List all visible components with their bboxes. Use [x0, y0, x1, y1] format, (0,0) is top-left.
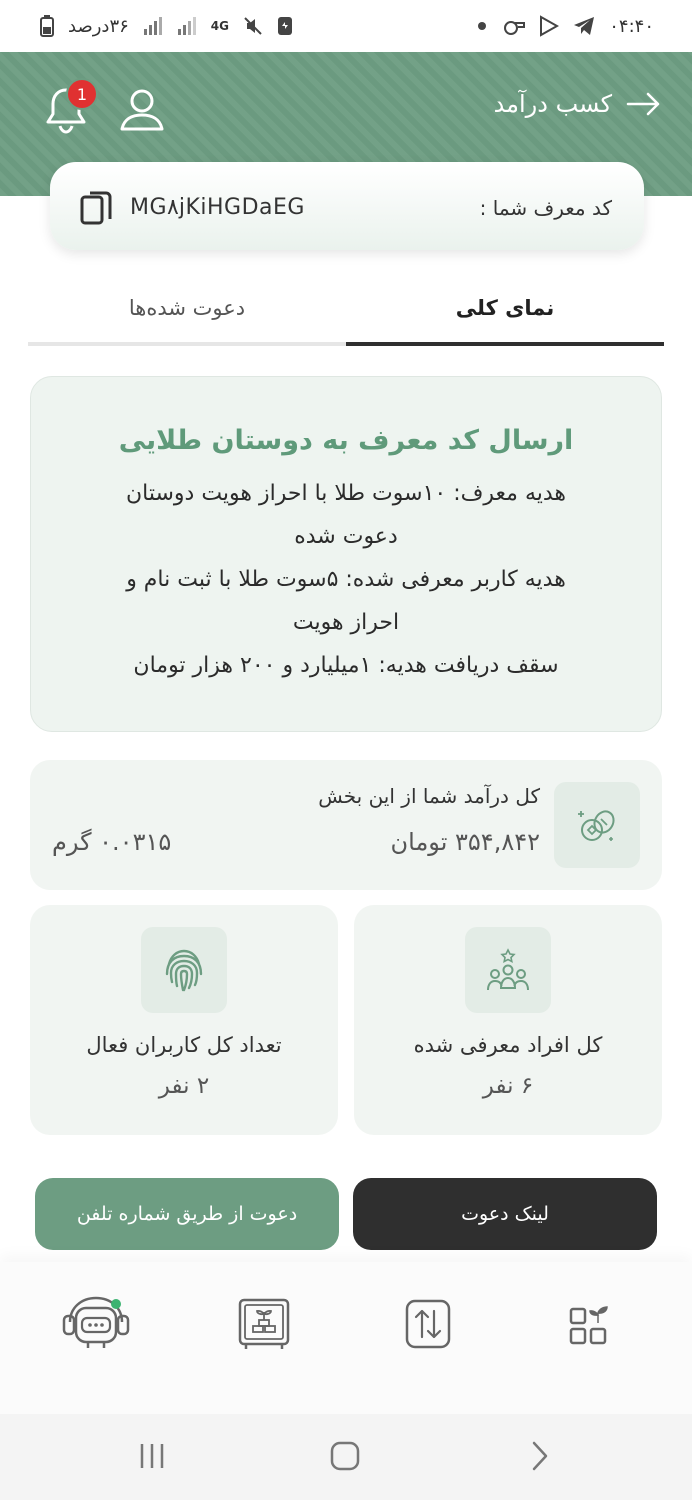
home-icon — [329, 1440, 361, 1472]
chevron-right-icon — [528, 1440, 552, 1472]
coins-icon — [575, 803, 619, 847]
recent-apps-icon — [137, 1441, 167, 1471]
nav-dashboard[interactable] — [556, 1292, 628, 1356]
transfer-icon — [403, 1297, 453, 1351]
stat-icon-box — [465, 927, 551, 1013]
stat-active-users-label: تعداد کل کاربران فعال — [86, 1033, 282, 1057]
signal-icon — [143, 17, 163, 35]
info-line: هدیه معرف: ۱۰سوت طلا با احراز هویت دوستان — [125, 481, 567, 506]
stat-referred-card — [354, 905, 662, 1135]
stat-active-users-value: ۲ نفر — [158, 1073, 210, 1099]
info-line: سقف دریافت هدیه: ۱میلیارد و ۲۰۰ هزار تومان — [133, 653, 559, 678]
mute-icon — [243, 16, 263, 36]
referral-code-label: کد معرف شما : — [479, 195, 612, 220]
gold-safe-icon — [236, 1296, 292, 1352]
fingerprint-icon — [161, 946, 207, 994]
dot-icon — [477, 21, 487, 31]
income-title: کل درآمد شما از این بخش — [318, 784, 540, 808]
info-title: ارسال کد معرف به دوستان طلایی — [118, 425, 574, 456]
referral-code-card — [50, 162, 644, 250]
header-title-group — [494, 90, 660, 118]
telegram-icon — [573, 16, 595, 36]
tab-overview[interactable]: نمای کلی — [346, 274, 664, 346]
income-toman: ۳۵۴,۸۴۲ تومان — [390, 828, 540, 856]
network-type: 4G — [210, 19, 229, 33]
whistle-icon — [501, 16, 525, 36]
system-nav-bar — [0, 1414, 692, 1500]
dashboard-grid-icon — [567, 1299, 617, 1349]
status-bar — [0, 0, 692, 52]
copy-icon[interactable] — [80, 189, 114, 227]
referral-code-group — [80, 189, 305, 227]
income-card — [30, 760, 662, 890]
recent-apps-button[interactable] — [132, 1436, 172, 1476]
referral-code-value: MG۸jKiHGDaEG — [130, 195, 305, 220]
bottom-nav — [0, 1262, 692, 1414]
invite-phone-button[interactable]: دعوت از طریق شماره تلفن — [35, 1178, 339, 1250]
signal-icon-2 — [177, 17, 197, 35]
income-gram: ۰.۰۳۱۵ گرم — [52, 828, 172, 856]
header-actions — [44, 86, 166, 134]
back-button[interactable] — [520, 1436, 560, 1476]
home-button[interactable] — [325, 1436, 365, 1476]
stat-referred-label: کل افراد معرفی شده — [413, 1033, 603, 1057]
stat-icon-box — [141, 927, 227, 1013]
notification-button[interactable] — [44, 86, 88, 134]
battery-icon — [40, 15, 54, 37]
notification-badge: 1 — [66, 78, 98, 110]
status-time: ۰۴:۴۰ — [609, 15, 654, 37]
app-notification-icon — [277, 16, 293, 36]
info-line: هدیه کاربر معرفی شده: ۵سوت طلا با ثبت نام و — [126, 567, 566, 592]
battery-text: ۳۶درصد — [68, 15, 129, 37]
info-line: احراز هویت — [292, 610, 400, 635]
stat-active-users-card — [30, 905, 338, 1135]
support-bot-icon — [60, 1292, 132, 1356]
tab-invited[interactable]: دعوت شده‌ها — [28, 274, 346, 346]
nav-gold-safe[interactable] — [228, 1292, 300, 1356]
arrow-right-icon[interactable] — [626, 92, 660, 116]
nav-transactions[interactable] — [392, 1292, 464, 1356]
stat-referred-value: ۶ نفر — [482, 1073, 534, 1099]
income-icon-box — [554, 782, 640, 868]
status-right — [477, 15, 654, 37]
status-left — [40, 15, 293, 37]
page-title: کسب درآمد — [493, 90, 612, 118]
tabs — [28, 274, 664, 346]
play-store-icon — [539, 15, 559, 37]
users-star-icon — [485, 948, 531, 992]
referral-info-card — [30, 376, 662, 732]
nav-support[interactable] — [60, 1292, 132, 1356]
profile-icon[interactable] — [118, 87, 166, 133]
invite-link-button[interactable]: لینک دعوت — [353, 1178, 657, 1250]
info-line: دعوت شده — [294, 524, 398, 549]
